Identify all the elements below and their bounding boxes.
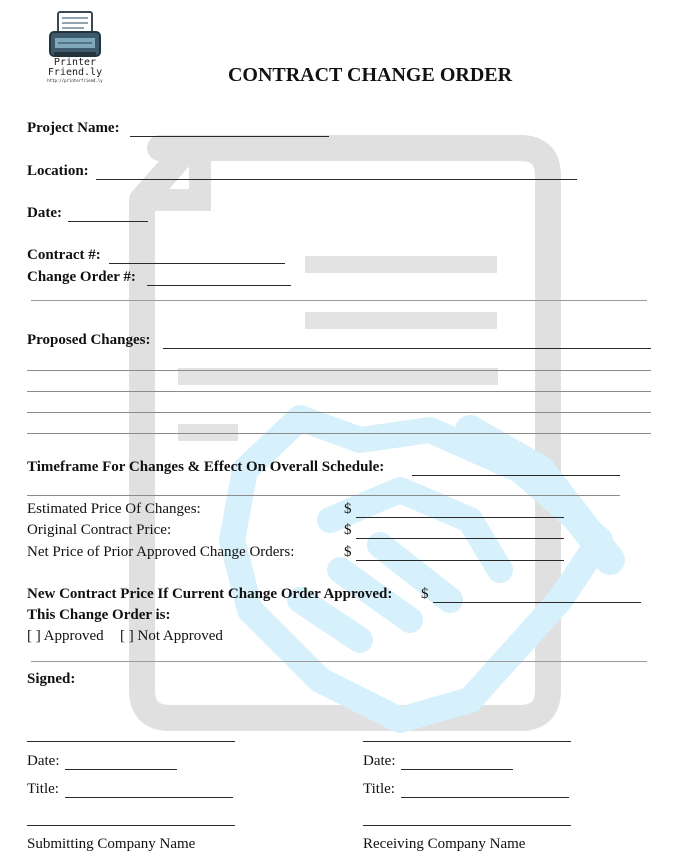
date-field[interactable] [68,221,148,222]
signed-label: Signed: [27,671,76,687]
new-price-label: New Contract Price If Current Change Order Approved: [27,586,393,602]
timeframe-label: Timeframe For Changes & Effect On Overall Schedule: [27,459,385,475]
contract-number-label: Contract #: [27,247,101,263]
new-price-field[interactable] [433,602,641,603]
page-title: CONTRACT CHANGE ORDER [227,64,513,86]
submitting-company-field[interactable] [27,825,235,826]
approval-heading: This Change Order is: [27,607,171,623]
location-label: Location: [27,163,89,179]
brand-name-line2: Friend.ly [47,67,103,78]
brand-name-line1: Printer [53,57,97,68]
original-price-currency: $ [344,522,352,538]
left-signature-field[interactable] [27,741,235,742]
proposed-changes-label: Proposed Changes: [27,332,151,348]
receiving-company-label: Receiving Company Name [363,836,526,852]
proposed-changes-field[interactable] [163,348,651,349]
net-prior-price-label: Net Price of Prior Approved Change Orders: [27,544,295,560]
estimated-price-label: Estimated Price Of Changes: [27,501,201,517]
right-title-field[interactable] [401,797,569,798]
left-date-label: Date: [27,753,60,769]
proposed-changes-line[interactable] [27,370,651,371]
right-date-label: Date: [363,753,396,769]
submitting-company-label: Submitting Company Name [27,836,196,852]
right-signature-field[interactable] [363,741,571,742]
net-prior-price-currency: $ [344,544,352,560]
brand-url: http://printerfriend.ly [47,78,103,83]
contract-number-field[interactable] [109,263,285,264]
timeframe-line[interactable] [27,495,620,496]
new-price-currency: $ [421,586,429,602]
location-field[interactable] [96,179,577,180]
proposed-changes-line[interactable] [27,433,651,434]
approved-checkbox[interactable]: [ ] Approved [27,628,104,644]
timeframe-field[interactable] [412,475,620,476]
original-price-field[interactable] [356,538,564,539]
right-title-label: Title: [363,781,395,797]
estimated-price-currency: $ [344,501,352,517]
left-title-label: Title: [27,781,59,797]
right-date-field[interactable] [401,769,513,770]
section-divider [31,661,647,662]
date-label: Date: [27,205,62,221]
change-order-number-label: Change Order #: [27,269,136,285]
net-prior-price-field[interactable] [356,560,564,561]
proposed-changes-line[interactable] [27,391,651,392]
section-divider [31,300,647,301]
not-approved-checkbox[interactable]: [ ] Not Approved [120,628,223,644]
project-name-field[interactable] [130,136,329,137]
estimated-price-field[interactable] [356,517,564,518]
proposed-changes-line[interactable] [27,412,651,413]
receiving-company-field[interactable] [363,825,571,826]
project-name-label: Project Name: [27,120,120,136]
left-date-field[interactable] [65,769,177,770]
change-order-number-field[interactable] [147,285,291,286]
left-title-field[interactable] [65,797,233,798]
original-price-label: Original Contract Price: [27,522,172,538]
